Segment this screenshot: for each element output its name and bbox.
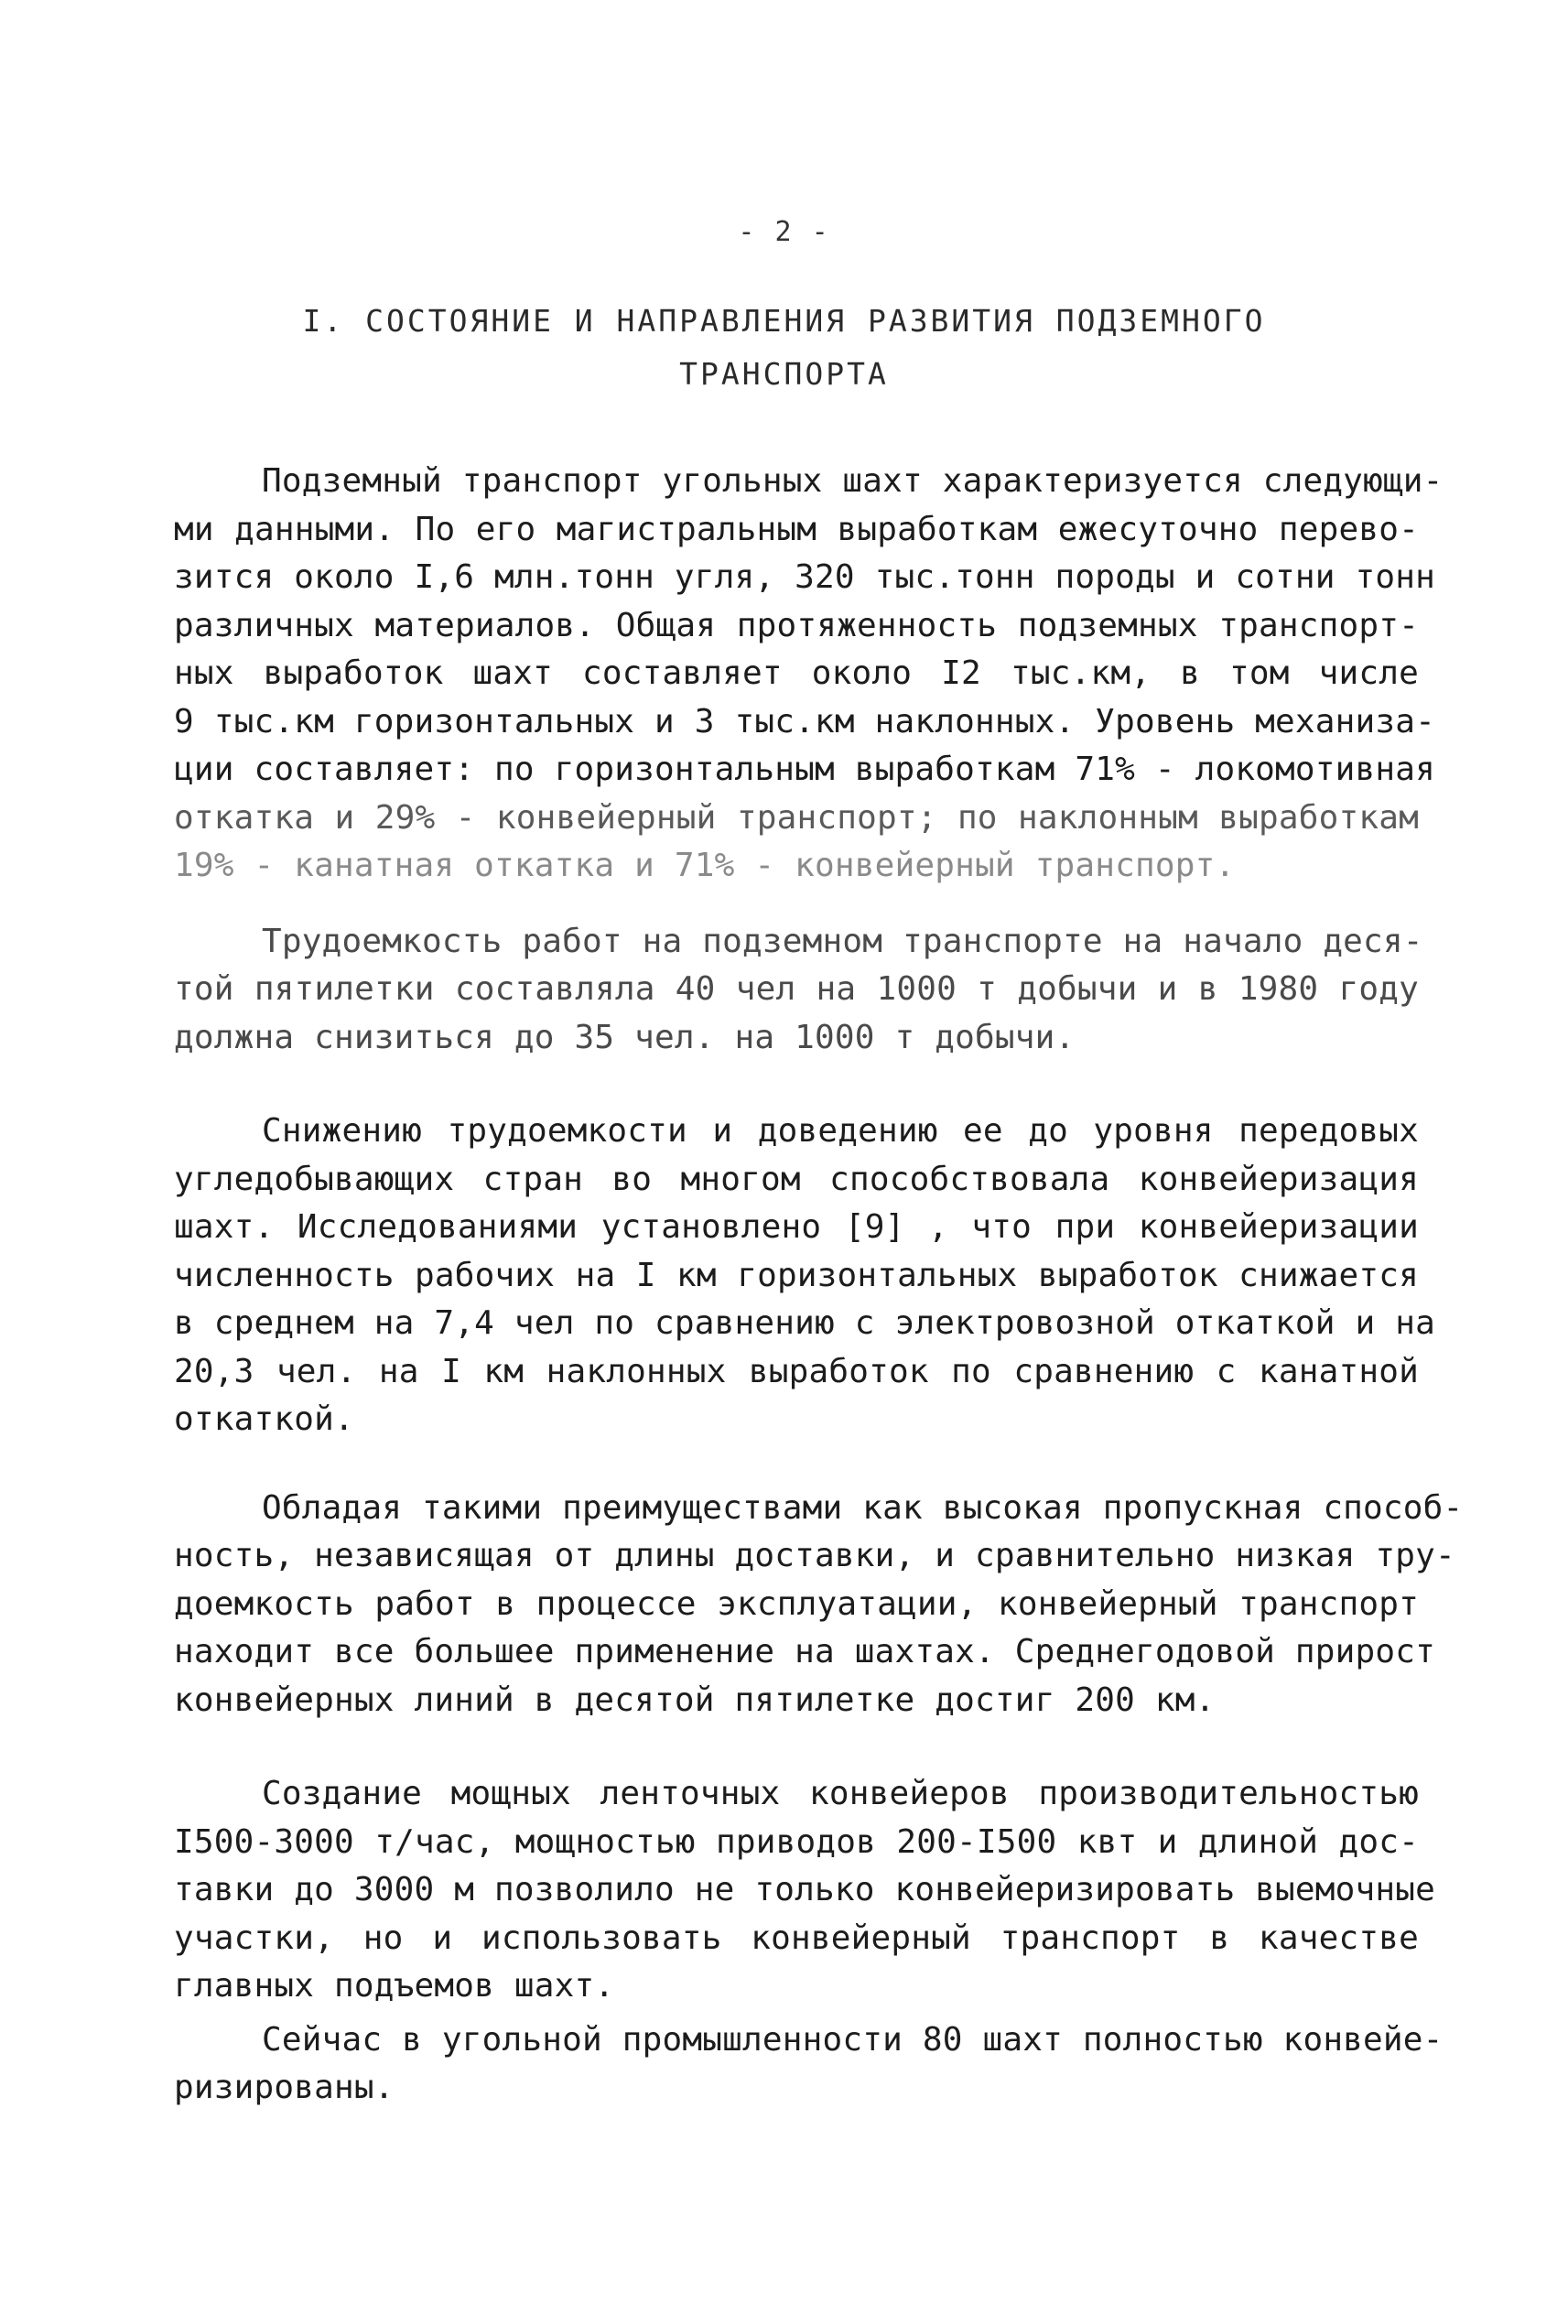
text-line: ность, независящая от длины доставки, и сравнительно низкая тру- (174, 1537, 1455, 1574)
text-line: участки, но и использовать конвейерный транспорт в качестве (174, 1919, 1419, 1957)
text-line: конвейерных линий в десятой пятилетке достиг 200 км. (174, 1681, 1216, 1719)
text-line: ризированы. (174, 2069, 395, 2106)
text-line: откатка и 29% - конвейерный транспорт; по наклонным выработкам (174, 798, 1419, 837)
text-line: той пятилетки составляла 40 чел на 1000 т добычи и в 1980 году (174, 970, 1419, 1008)
text-line: Подземный транспорт угольных шахт характеризуется следующи- (262, 462, 1444, 500)
text-line: должна снизиться до 35 чел. на 1000 т добычи. (174, 1018, 1076, 1056)
paragraph-5 (174, 1770, 1436, 2011)
text-line: Обладая такими преимуществами как высокая пропускная способ- (262, 1488, 1464, 1527)
text-line: I500-3000 т/час, мощностью приводов 200-I500 квт и длиной дос- (174, 1822, 1419, 1861)
document-body (174, 458, 1464, 2158)
text-line: доемкость работ в процессе эксплуатации, конвейерный транспорт (174, 1584, 1419, 1623)
text-line: ции составляет: по горизонтальным выработкам 71% - локомотивная (174, 751, 1436, 788)
text-line: в среднем на 7,4 чел по сравнению с электровозной откаткой и на (174, 1304, 1436, 1342)
text-line: тавки до 3000 м позволило не только конвейеризировать выемочные (174, 1871, 1436, 1908)
text-line: главных подъемов шахт. (174, 1967, 615, 2005)
text-line: находит все большее применение на шахтах. Среднегодовой прирост (174, 1633, 1436, 1670)
paragraph-3 (174, 1108, 1436, 1444)
text-line: различных материалов. Общая протяженность подземных транспорт- (174, 606, 1419, 644)
paragraph-4 (174, 1485, 1464, 1725)
text-line: численность рабочих на I км горизонтальных выработок снижается (174, 1256, 1419, 1294)
text-line: Снижению трудоемкости и доведению ее до уровня передовых (262, 1112, 1419, 1150)
text-line: ных выработок шахт составляет около I2 тыс.км, в том числе (174, 654, 1419, 692)
section-heading-line: I. СОСТОЯНИЕ И НАПРАВЛЕНИЯ РАЗВИТИЯ ПОДЗЕМНОГО (302, 303, 1266, 339)
text-line: угледобывающих стран во многом способствовала конвейеризация (174, 1160, 1419, 1198)
text-line: 19% - канатная откатка и 71% - конвейерный транспорт. (174, 847, 1236, 884)
text-line: Сейчас в угольной промышленности 80 шахт полностью конвейе- (262, 2020, 1444, 2059)
paragraph-2 (174, 918, 1423, 1063)
text-line: шахт. Исследованиями установлено [9] , что при конвейеризации (174, 1208, 1419, 1246)
text-line: 20,3 чел. на I км наклонных выработок по сравнению с канатной (174, 1352, 1419, 1390)
text-line: 9 тыс.км горизонтальных и 3 тыс.км наклонных. Уровень механиза- (174, 702, 1436, 740)
text-line: Создание мощных ленточных конвейеров производительностью (262, 1775, 1419, 1812)
page-number: - 2 - (738, 216, 830, 248)
text-line: Трудоемкость работ на подземном транспорте на начало деся- (262, 922, 1423, 960)
text-line: откаткой. (174, 1400, 354, 1438)
paragraph-1 (174, 458, 1444, 891)
text-line: зится около I,6 млн.тонн угля, 320 тыс.тонн породы и сотни тонн (174, 558, 1436, 596)
section-heading-line: ТРАНСПОРТА (679, 356, 889, 392)
text-line: ми данными. По его магистральным выработкам ежесуточно перево- (174, 510, 1419, 548)
paragraph-6 (174, 2016, 1444, 2113)
section-heading (229, 295, 1339, 401)
